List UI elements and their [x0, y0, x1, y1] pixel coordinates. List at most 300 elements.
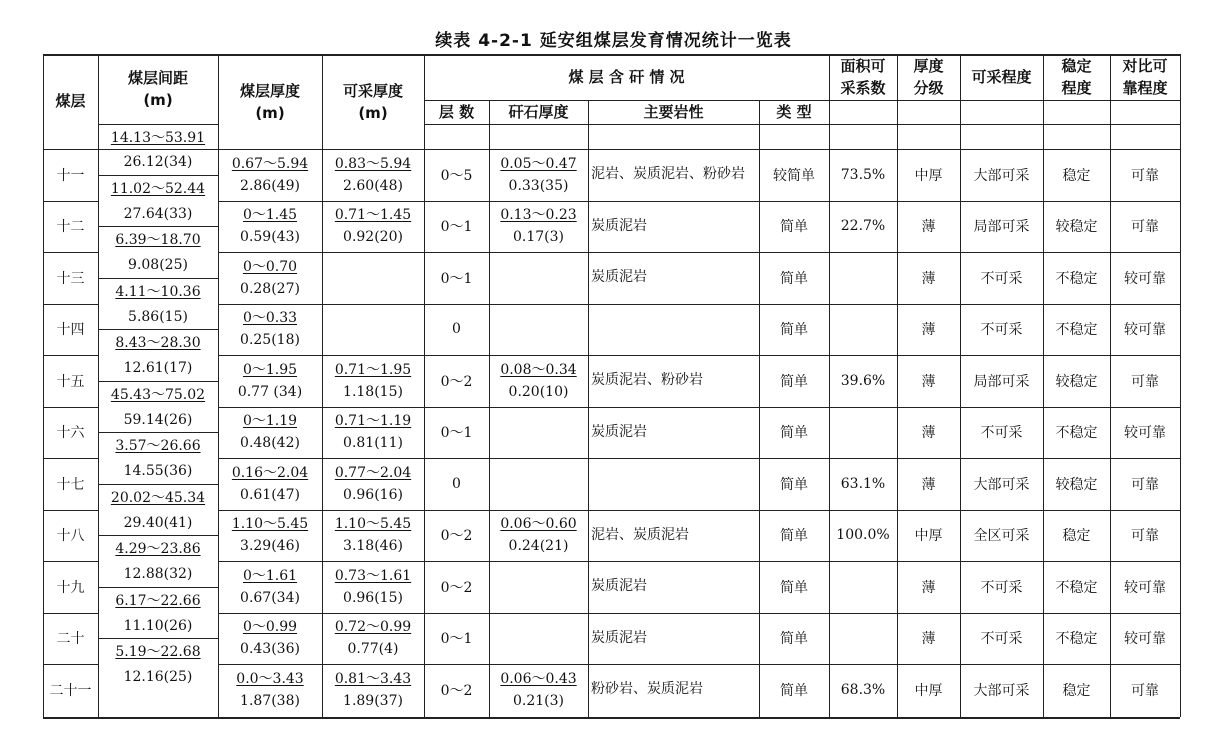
spacing-range-value: 5.19～22.68 — [115, 644, 201, 661]
row-separator — [43, 664, 98, 665]
row-separator — [43, 561, 98, 562]
gangue-cell — [489, 304, 588, 356]
spacing-range-value: 6.39～18.70 — [115, 232, 201, 249]
spacing-range — [98, 382, 218, 406]
mine-degree-cell — [960, 561, 1043, 613]
gangue-avg: 0.21(3) — [512, 692, 564, 709]
spacing-avg — [98, 459, 218, 483]
spacing-avg-value: 59.14(26) — [123, 411, 193, 428]
layers-value: 0～1 — [440, 631, 473, 648]
seam-name — [43, 149, 98, 201]
spacing-avg — [98, 253, 218, 277]
reliability-cell — [1110, 664, 1180, 716]
column-line — [1180, 54, 1181, 717]
mineable-range: 0.71～1.45 — [334, 207, 412, 224]
thickness-avg: 0.59(43) — [240, 229, 300, 246]
seam-name — [43, 561, 98, 613]
table-top-border — [43, 54, 1180, 56]
mineable-avg: 0.96(16) — [343, 486, 403, 503]
stability-value: 稳定 — [1062, 528, 1091, 545]
area-coef-value: 68.3% — [840, 681, 886, 698]
spacing-separator — [98, 484, 218, 485]
layers-value: 0～1 — [440, 270, 473, 287]
spacing-avg-value: 5.86(15) — [128, 308, 188, 325]
thickness-avg: 0.25(18) — [240, 332, 300, 349]
seam-name — [43, 510, 98, 562]
stability-value: 不稳定 — [1055, 579, 1098, 596]
reliability-cell — [1110, 407, 1180, 459]
column-line — [588, 100, 589, 717]
mineable-avg: 0.96(15) — [343, 589, 403, 606]
mineable-avg: 1.89(37) — [343, 692, 403, 709]
type-cell — [759, 510, 829, 562]
layers-cell — [424, 252, 489, 304]
seam-name — [43, 252, 98, 304]
header-split-line — [829, 100, 1180, 101]
grade-value: 薄 — [921, 579, 936, 596]
spacing-range — [98, 588, 218, 612]
header-gangue-group — [424, 54, 829, 100]
stability-cell — [1043, 458, 1110, 510]
type-value: 较简单 — [773, 167, 815, 184]
lithology-cell — [588, 561, 759, 613]
header-gangue-group-label: 煤 层 含 矸 情 况 — [568, 67, 685, 86]
grade-cell — [897, 664, 960, 716]
area-coef-cell — [829, 149, 897, 201]
spacing-avg-value: 26.12(34) — [123, 154, 193, 170]
header-split-line — [424, 100, 829, 101]
thickness-cell — [218, 561, 322, 613]
spacing-avg — [98, 202, 218, 226]
mine-degree-value: 大部可采 — [973, 476, 1030, 493]
type-value: 简单 — [780, 322, 808, 339]
stability-value: 不稳定 — [1055, 631, 1098, 648]
header-mine-degree — [960, 54, 1043, 100]
stability-value: 稳定 — [1062, 682, 1091, 699]
area-coef-value: 100.0% — [836, 527, 890, 544]
thickness-range: 0～0.99 — [242, 619, 298, 636]
type-cell — [759, 458, 829, 510]
spacing-avg-value: 12.61(17) — [123, 360, 193, 376]
lithology-cell — [588, 355, 759, 407]
grade-value: 薄 — [921, 476, 936, 493]
lithology-cell — [588, 149, 759, 201]
spacing-separator — [98, 432, 218, 433]
spacing-avg — [98, 614, 218, 638]
column-line — [759, 100, 760, 717]
spacing-range-value: 20.02～45.34 — [110, 489, 206, 506]
reliability-value: 可靠 — [1131, 219, 1159, 236]
thickness-avg: 0.43(36) — [240, 641, 300, 658]
mineable-cell — [322, 355, 424, 407]
header-gangue-thickness-label: 矸石厚度 — [508, 102, 569, 121]
spacing-range-value: 4.11～10.36 — [115, 283, 201, 300]
reliability-value: 较可靠 — [1124, 270, 1166, 287]
spacing-range — [98, 330, 218, 354]
grade-cell — [897, 510, 960, 562]
mine-degree-cell — [960, 201, 1043, 253]
area-coef-value: 73.5% — [840, 166, 886, 183]
area-coef-cell — [829, 510, 897, 562]
mineable-range: 0.81～3.43 — [334, 670, 412, 687]
type-cell — [759, 201, 829, 253]
spacing-range — [98, 536, 218, 560]
column-line — [1043, 54, 1044, 717]
area-coef-cell — [829, 458, 897, 510]
seam-name — [43, 201, 98, 253]
reliability-cell — [1110, 252, 1180, 304]
spacing-avg-value: 11.10(26) — [123, 617, 193, 634]
header-spacing — [98, 54, 218, 124]
row-separator — [43, 613, 98, 614]
header-reliability — [1110, 54, 1180, 100]
area-coef-cell — [829, 355, 897, 407]
layers-cell — [424, 613, 489, 665]
column-line — [1110, 54, 1111, 717]
seam-name — [43, 407, 98, 459]
reliability-cell — [1110, 613, 1180, 665]
header-bottom-line — [98, 124, 218, 125]
mineable-range: 0.73～1.61 — [334, 567, 412, 584]
row-separator — [43, 252, 98, 253]
thickness-cell — [218, 664, 322, 716]
spacing-avg-value: 9.08(25) — [128, 257, 188, 273]
header-bottom-line — [424, 124, 1180, 125]
lithology-value: 炭质泥岩、粉砂岩 — [591, 372, 703, 389]
lithology-cell — [588, 510, 759, 562]
gangue-avg: 0.33(35) — [508, 177, 569, 194]
header-seam — [43, 54, 98, 149]
thickness-range: 0.0～3.43 — [236, 670, 304, 687]
mineable-avg: 0.77(4) — [347, 641, 399, 658]
header-stability — [1043, 54, 1110, 100]
seam-name — [43, 613, 98, 665]
row-separator — [43, 407, 98, 408]
row-separator — [218, 407, 1180, 408]
mine-degree-cell — [960, 355, 1043, 407]
header-area-coef-line1: 面积可 — [840, 57, 886, 75]
header-grade-line1: 厚度 — [913, 57, 944, 75]
type-cell — [759, 149, 829, 201]
reliability-value: 可靠 — [1131, 528, 1159, 545]
thickness-range: 0～1.95 — [242, 361, 298, 378]
spacing-avg-value: 29.40(41) — [123, 514, 193, 531]
header-area-coef-line2: 采系数 — [840, 79, 886, 97]
mineable-range: 0.71～1.19 — [334, 413, 412, 430]
grade-cell — [897, 304, 960, 356]
spacing-range — [98, 176, 218, 200]
type-value: 简单 — [780, 373, 808, 390]
header-grade-line2: 分级 — [913, 79, 944, 97]
mine-degree-cell — [960, 304, 1043, 356]
layers-cell — [424, 458, 489, 510]
thickness-range: 0～0.70 — [242, 258, 298, 275]
spacing-separator — [98, 535, 218, 536]
header-mineable-unit: (m) — [358, 103, 388, 122]
type-value: 简单 — [780, 631, 808, 648]
thickness-cell — [218, 458, 322, 510]
stability-cell — [1043, 355, 1110, 407]
stability-value: 较稳定 — [1055, 219, 1098, 236]
spacing-range-value: 4.29～23.86 — [115, 541, 201, 558]
grade-cell — [897, 458, 960, 510]
column-line — [829, 54, 830, 717]
reliability-value: 可靠 — [1131, 373, 1159, 390]
row-separator — [218, 252, 1180, 253]
gangue-cell — [489, 201, 588, 253]
mine-degree-value: 全区可采 — [973, 528, 1030, 545]
layers-cell — [424, 304, 489, 356]
seam-name-value: 二十 — [56, 631, 85, 648]
seam-name-value: 十一 — [56, 167, 85, 184]
area-coef-cell — [829, 561, 897, 613]
header-mine-degree-label: 可采程度 — [971, 67, 1032, 86]
type-cell — [759, 561, 829, 613]
gangue-range: 0.06～0.43 — [500, 670, 577, 687]
header-layers — [424, 100, 489, 124]
mine-degree-cell — [960, 613, 1043, 665]
row-separator — [43, 201, 98, 202]
header-type-label: 类 型 — [776, 102, 812, 121]
grade-value: 中厚 — [914, 167, 943, 184]
thickness-cell — [218, 149, 322, 201]
gangue-cell — [489, 613, 588, 665]
area-coef-value: 63.1% — [840, 475, 886, 492]
reliability-cell — [1110, 304, 1180, 356]
type-cell — [759, 355, 829, 407]
gangue-cell — [489, 561, 588, 613]
mineable-avg: 0.92(20) — [343, 229, 403, 246]
seam-name-value: 十八 — [56, 528, 85, 545]
thickness-range: 0～0.33 — [242, 310, 298, 327]
thickness-range: 0～1.19 — [242, 413, 298, 430]
thickness-cell — [218, 355, 322, 407]
gangue-avg: 0.20(10) — [508, 383, 569, 400]
reliability-value: 可靠 — [1131, 476, 1159, 493]
lithology-value: 炭质泥岩 — [591, 578, 647, 595]
header-stability-line2: 程度 — [1061, 79, 1092, 97]
mine-degree-cell — [960, 664, 1043, 716]
mine-degree-value: 大部可采 — [973, 682, 1030, 699]
row-separator — [218, 304, 1180, 305]
header-grade — [897, 54, 960, 100]
spacing-range — [98, 485, 218, 509]
row-separator — [218, 561, 1180, 562]
mine-degree-value: 不可采 — [980, 631, 1023, 648]
layers-value: 0 — [452, 475, 461, 492]
row-separator — [218, 201, 1180, 202]
seam-name-value: 十四 — [56, 322, 85, 339]
reliability-value: 可靠 — [1131, 167, 1159, 184]
seam-name-value: 十三 — [56, 270, 85, 287]
mineable-cell — [322, 458, 424, 510]
lithology-cell — [588, 664, 759, 716]
row-separator — [218, 458, 1180, 459]
grade-value: 薄 — [921, 631, 936, 648]
mineable-range: 1.10～5.45 — [334, 516, 412, 533]
header-layers-label: 层 数 — [438, 102, 475, 121]
grade-cell — [897, 201, 960, 253]
layers-value: 0～2 — [440, 682, 473, 699]
stability-cell — [1043, 613, 1110, 665]
thickness-avg: 0.61(47) — [240, 486, 300, 503]
row-separator — [218, 664, 1180, 665]
grade-value: 中厚 — [914, 528, 943, 545]
header-mineable-label: 可采厚度 — [342, 81, 403, 100]
stability-cell — [1043, 510, 1110, 562]
stability-value: 较稳定 — [1055, 476, 1098, 493]
spacing-avg — [98, 511, 218, 535]
stability-cell — [1043, 201, 1110, 253]
mine-degree-value: 局部可采 — [973, 219, 1030, 236]
spacing-separator — [98, 175, 218, 176]
mineable-cell — [322, 407, 424, 459]
reliability-value: 较可靠 — [1124, 322, 1166, 339]
seam-name-value: 十二 — [56, 219, 85, 236]
stability-cell — [1043, 561, 1110, 613]
mine-degree-cell — [960, 407, 1043, 459]
layers-cell — [424, 664, 489, 716]
thickness-avg: 0.77 (34) — [237, 383, 303, 400]
mineable-avg: 1.18(15) — [343, 383, 403, 400]
grade-cell — [897, 613, 960, 665]
header-spacing-label: 煤层间距 — [127, 69, 188, 87]
mineable-avg: 2.60(48) — [343, 177, 403, 194]
gangue-avg: 0.17(3) — [512, 229, 564, 246]
lithology-value: 泥岩、炭质泥岩 — [591, 526, 689, 543]
lithology-cell — [588, 407, 759, 459]
seam-name — [43, 458, 98, 510]
table-title: 续表 4-2-1 延安组煤层发育情况统计一览表 — [435, 31, 792, 51]
lithology-cell — [588, 304, 759, 356]
type-value: 简单 — [780, 528, 808, 545]
layers-value: 0～1 — [440, 219, 473, 236]
type-value: 简单 — [780, 219, 808, 236]
row-separator — [43, 304, 98, 305]
layers-value: 0～2 — [440, 579, 473, 596]
mine-degree-cell — [960, 149, 1043, 201]
reliability-cell — [1110, 561, 1180, 613]
layers-value: 0～2 — [440, 373, 473, 390]
area-coef-cell — [829, 252, 897, 304]
row-separator — [218, 355, 1180, 356]
layers-value: 0～2 — [440, 528, 473, 545]
layers-value: 0～1 — [440, 425, 473, 442]
grade-cell — [897, 561, 960, 613]
mineable-cell — [322, 613, 424, 665]
thickness-avg: 0.48(42) — [240, 435, 300, 452]
reliability-cell — [1110, 510, 1180, 562]
thickness-avg: 2.86(49) — [240, 177, 300, 194]
mineable-range: 0.83～5.94 — [334, 155, 412, 172]
mineable-cell — [322, 252, 424, 304]
stability-value: 较稳定 — [1055, 373, 1098, 390]
mine-degree-cell — [960, 510, 1043, 562]
gangue-cell — [489, 355, 588, 407]
mineable-cell — [322, 149, 424, 201]
row-separator — [43, 355, 98, 356]
spacing-separator — [98, 381, 218, 382]
thickness-cell — [218, 201, 322, 253]
gangue-range: 0.08～0.34 — [500, 361, 577, 378]
thickness-cell — [218, 304, 322, 356]
stability-cell — [1043, 407, 1110, 459]
reliability-cell — [1110, 201, 1180, 253]
area-coef-value: 22.7% — [840, 218, 886, 235]
layers-cell — [424, 355, 489, 407]
gangue-cell — [489, 510, 588, 562]
spacing-avg-value: 12.16(25) — [123, 669, 193, 685]
row-separator — [218, 510, 1180, 511]
lithology-value: 炭质泥岩 — [591, 423, 647, 440]
lithology-cell — [588, 613, 759, 665]
stability-cell — [1043, 304, 1110, 356]
mine-degree-cell — [960, 458, 1043, 510]
lithology-cell — [588, 201, 759, 253]
spacing-range — [98, 433, 218, 457]
layers-cell — [424, 149, 489, 201]
mineable-range: 0.71～1.95 — [334, 361, 412, 378]
spacing-separator — [98, 226, 218, 227]
column-line — [960, 54, 961, 717]
lithology-value: 炭质泥岩 — [591, 269, 647, 286]
lithology-cell — [588, 458, 759, 510]
stability-cell — [1043, 252, 1110, 304]
row-separator — [43, 149, 1180, 150]
header-lithology-label: 主要岩性 — [643, 102, 704, 121]
spacing-avg — [98, 150, 218, 174]
header-type — [759, 100, 829, 124]
type-value: 简单 — [780, 579, 808, 596]
spacing-separator — [98, 587, 218, 588]
thickness-avg: 0.28(27) — [240, 280, 300, 297]
header-spacing-unit: (m) — [143, 91, 173, 109]
spacing-range — [98, 227, 218, 251]
thickness-cell — [218, 407, 322, 459]
spacing-range-value: 11.02～52.44 — [110, 180, 206, 197]
area-coef-cell — [829, 613, 897, 665]
header-stability-line1: 稳定 — [1061, 57, 1092, 75]
mineable-range: 0.77～2.04 — [334, 464, 412, 481]
spacing-range-value: 8.43～28.30 — [115, 335, 201, 352]
layers-value: 0 — [452, 321, 461, 338]
type-value: 简单 — [780, 270, 808, 287]
gangue-cell — [489, 458, 588, 510]
header-seam-label: 煤层 — [55, 92, 86, 110]
mineable-avg: 3.18(46) — [343, 538, 403, 555]
type-cell — [759, 613, 829, 665]
thickness-avg: 0.67(34) — [240, 589, 300, 606]
seam-name-value: 十六 — [56, 425, 85, 442]
layers-value: 0～5 — [440, 167, 473, 184]
seam-name — [43, 664, 98, 716]
column-line — [489, 100, 490, 717]
spacing-range-value: 14.13～53.91 — [110, 130, 206, 146]
spacing-range — [98, 279, 218, 303]
grade-cell — [897, 149, 960, 201]
lithology-value: 泥岩、炭质泥岩、粉砂岩 — [591, 166, 745, 183]
mineable-cell — [322, 201, 424, 253]
column-line — [897, 54, 898, 717]
thickness-cell — [218, 510, 322, 562]
area-coef-cell — [829, 664, 897, 716]
gangue-cell — [489, 664, 588, 716]
header-area-coef — [829, 54, 897, 100]
seam-name-value: 十七 — [56, 476, 85, 493]
reliability-value: 较可靠 — [1124, 631, 1166, 648]
mine-degree-value: 不可采 — [980, 270, 1023, 287]
grade-value: 薄 — [921, 425, 936, 442]
